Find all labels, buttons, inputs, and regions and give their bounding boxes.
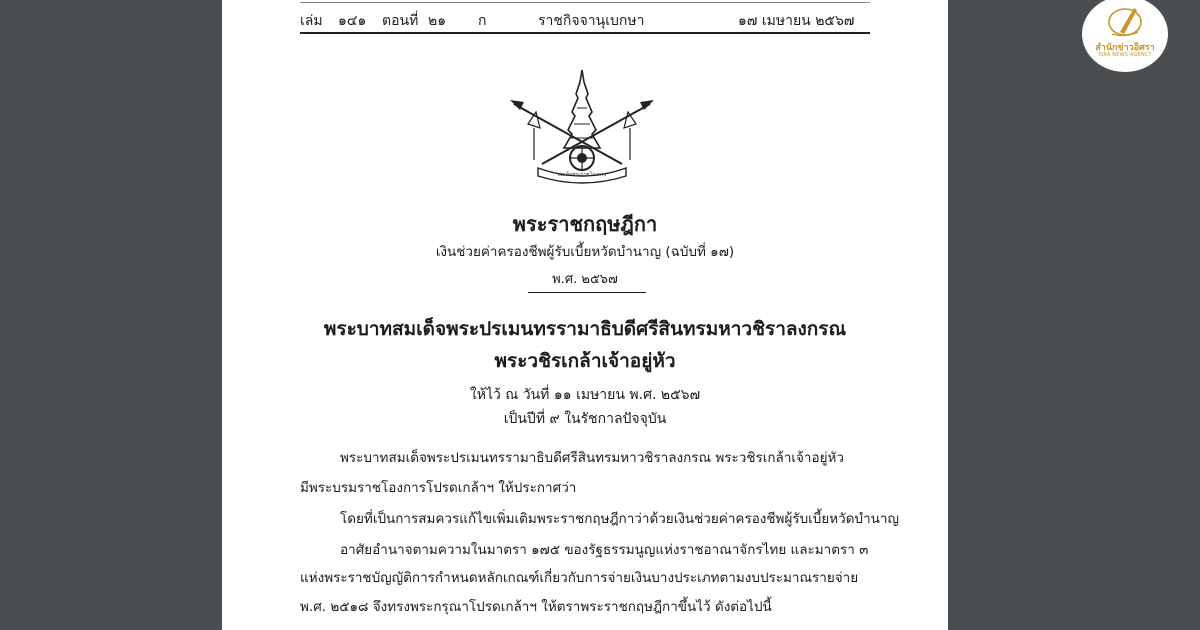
- document-title: พระราชกฤษฎีกา: [512, 212, 658, 236]
- section-label: ตอนที่: [382, 13, 419, 29]
- gazette-page: [222, 0, 948, 630]
- document-year: พ.ศ. ๒๕๖๗: [552, 272, 618, 287]
- section-number: ๒๑: [428, 13, 447, 29]
- king-name-line-1: พระบาทสมเด็จพระปรเมนทรรามาธิบดีศรีสินทรมหาวชิราลงกรณ: [323, 318, 847, 340]
- document-subtitle: เงินช่วยค่าครองชีพผู้รับเบี้ยหวัดบำนาญ (ฉบับที่ ๑๗): [435, 244, 735, 260]
- body-paragraph-3: โดยที่เป็นการสมควรแก้ไขเพิ่มเติมพระราชกฤษฎีกาว่าด้วยเงินช่วยค่าครองชีพผู้รับเบี้ยหวัดบำนาญ: [340, 511, 899, 527]
- emblem-ribbon-text: สมเด็จพระราชโองการ: [557, 172, 607, 178]
- isra-news-logo: [1082, 0, 1168, 72]
- title-divider: [528, 292, 646, 293]
- king-name-line-2: พระวชิรเกล้าเจ้าอยู่หัว: [494, 350, 676, 372]
- header-top-rule: [300, 2, 870, 3]
- logo-name-thai: สำนักข่าวอิศรา: [1095, 43, 1155, 53]
- volume-number: ๑๔๑: [338, 13, 367, 29]
- body-paragraph-5: แห่งพระราชบัญญัติการกำหนดหลักเกณฑ์เกี่ยวกับการจ่ายเงินบางประเภทตามงบประมาณรายจ่าย: [300, 570, 859, 586]
- gazette-date: ๑๗ เมษายน ๒๕๖๗: [738, 13, 855, 29]
- section-letter: ก: [478, 13, 487, 29]
- body-paragraph-4: อาศัยอำนาจตามความในมาตรา ๑๗๕ ของรัฐธรรมนูญแห่งราชอาณาจักรไทย และมาตรา ๓: [340, 542, 869, 558]
- royal-crown-emblem-icon: [510, 68, 654, 184]
- body-paragraph-2: มีพระบรมราชโองการโปรดเกล้าฯ ให้ประกาศว่า: [300, 480, 577, 496]
- publication-name: ราชกิจจานุเบกษา: [538, 13, 645, 29]
- gazette-header: [300, 8, 870, 34]
- reign-year: เป็นปีที่ ๙ ในรัชกาลปัจจุบัน: [503, 411, 667, 427]
- given-date: ให้ไว้ ณ วันที่ ๑๑ เมษายน พ.ศ. ๒๕๖๗: [469, 387, 701, 403]
- body-paragraph-6: พ.ศ. ๒๕๑๘ จึงทรงพระกรุณาโปรดเกล้าฯ ให้ตราพระราชกฤษฎีกาขึ้นไว้ ดังต่อไปนี้: [300, 599, 772, 615]
- volume-label: เล่ม: [300, 13, 323, 29]
- body-paragraph-1: พระบาทสมเด็จพระปรเมนทรรามาธิบดีศรีสินทรมหาวชิราลงกรณ พระวชิรเกล้าเจ้าอยู่หัว: [340, 450, 845, 466]
- logo-name-english: ISRA NEWS AGENCY: [1098, 52, 1152, 58]
- quill-pen-icon: [1082, 0, 1168, 72]
